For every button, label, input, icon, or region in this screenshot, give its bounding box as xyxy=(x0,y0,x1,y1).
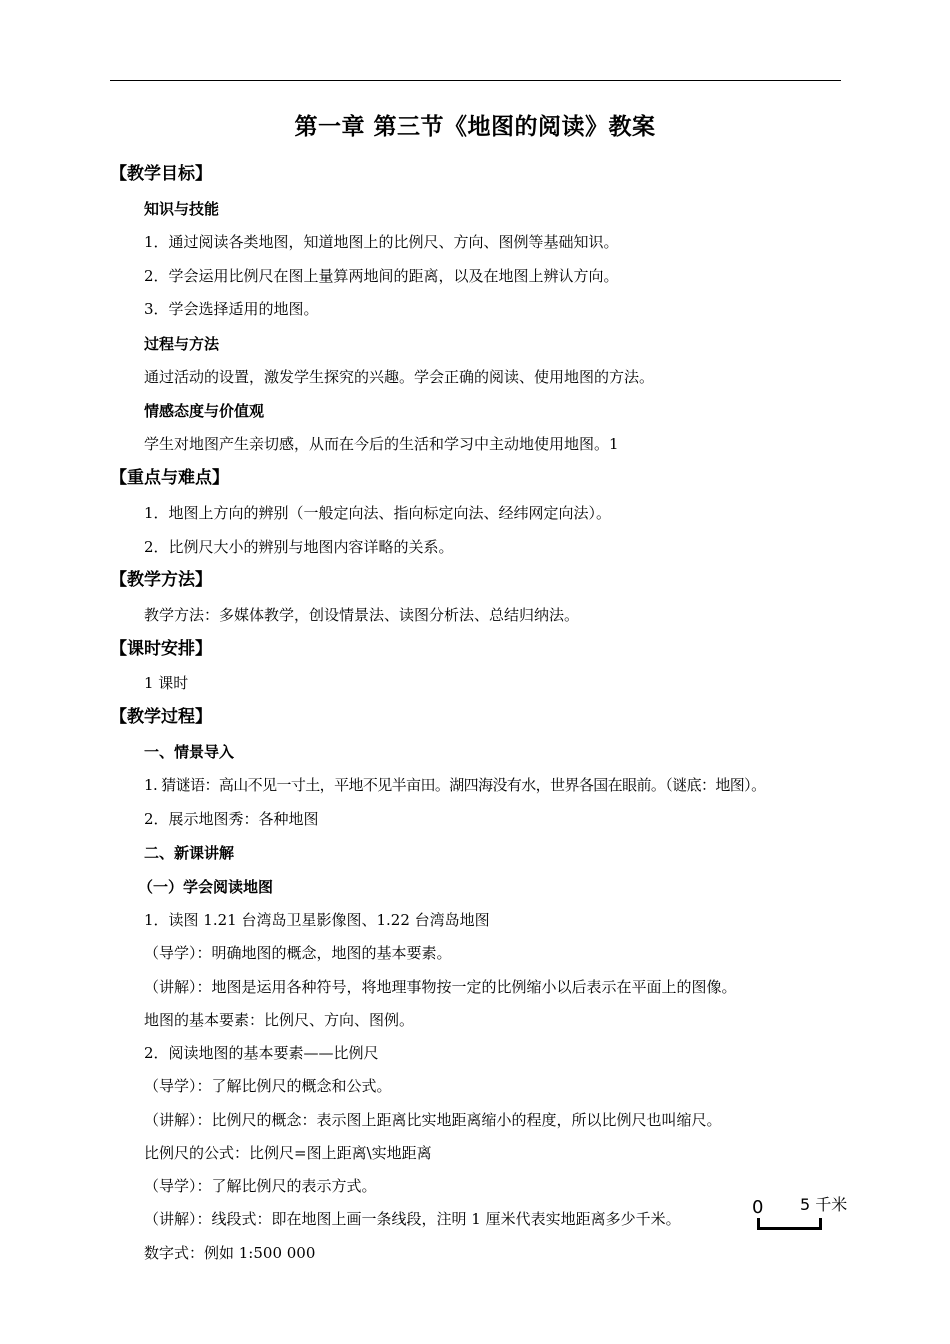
subheading-attitude: 情感态度与价值观 xyxy=(144,402,265,420)
heading-methods: 【教学方法】 xyxy=(110,570,212,590)
lesson-line: 1．读图 1.21 台湾岛卫星影像图、1.22 台湾岛地图 xyxy=(144,911,490,929)
heading-objectives: 【教学目标】 xyxy=(110,164,212,184)
subheading-knowledge: 知识与技能 xyxy=(144,200,220,218)
lesson-line: （讲解）：比例尺的概念：表示图上距离比实地距离缩小的程度，所以比例尺也叫缩尺。 xyxy=(144,1111,722,1129)
knowledge-item: 1．通过阅读各类地图，知道地图上的比例尺、方向、图例等基础知识。 xyxy=(144,233,619,251)
process-text: 通过活动的设置，激发学生探究的兴趣。学会正确的阅读、使用地图的方法。 xyxy=(144,368,655,386)
scale-bar-line xyxy=(757,1218,822,1230)
header-rule xyxy=(110,80,841,81)
lesson-line: （导学）：明确地图的概念，地图的基本要素。 xyxy=(144,944,452,962)
lesson-line: （讲解）：线段式：即在地图上画一条线段，注明 1 厘米代表实地距离多少千米。 xyxy=(144,1210,681,1228)
intro-item: 2．展示地图秀：各种地图 xyxy=(144,810,319,828)
page-title: 第一章 第三节《地图的阅读》教案 xyxy=(294,114,656,140)
lesson-line: 地图的基本要素：比例尺、方向、图例。 xyxy=(144,1011,415,1029)
lesson-line: 数字式：例如 1:500 000 xyxy=(144,1244,316,1262)
knowledge-item: 3．学会选择适用的地图。 xyxy=(144,300,319,318)
subheading-reading-maps: （一）学会阅读地图 xyxy=(138,878,274,896)
lesson-line: （讲解）：地图是运用各种符号，将地理事物按一定的比例缩小以后表示在平面上的图像。 xyxy=(144,978,737,996)
lesson-line: 2．阅读地图的基本要素——比例尺 xyxy=(144,1044,379,1062)
subheading-new-lesson: 二、新课讲解 xyxy=(144,844,235,862)
key-point-item: 1．地图上方向的辨别（一般定向法、指向标定向法、经纬网定向法）。 xyxy=(144,504,612,522)
lesson-line: （导学）：了解比例尺的表示方式。 xyxy=(144,1177,377,1195)
heading-schedule: 【课时安排】 xyxy=(110,639,212,659)
heading-procedure: 【教学过程】 xyxy=(110,707,212,727)
knowledge-item: 2．学会运用比例尺在图上量算两地间的距离，以及在地图上辨认方向。 xyxy=(144,267,619,285)
heading-key-points: 【重点与难点】 xyxy=(110,468,229,488)
key-point-item: 2．比例尺大小的辨别与地图内容详略的关系。 xyxy=(144,538,454,556)
scale-bar-figure xyxy=(752,1192,862,1240)
lesson-line: 比例尺的公式：比例尺=图上距离\实地距离 xyxy=(144,1144,432,1162)
methods-text: 教学方法：多媒体教学，创设情景法、读图分析法、总结归纳法。 xyxy=(144,606,580,624)
schedule-text: 1 课时 xyxy=(144,674,189,692)
lesson-line: （导学）：了解比例尺的概念和公式。 xyxy=(144,1077,392,1095)
scale-bar-start-label: 0 xyxy=(752,1197,764,1218)
subheading-process: 过程与方法 xyxy=(144,335,220,353)
attitude-text: 学生对地图产生亲切感，从而在今后的生活和学习中主动地使用地图。1 xyxy=(144,435,619,453)
intro-item: 1. 猜谜语：高山不见一寸土，平地不见半亩田。湖四海没有水，世界各国在眼前。（谜底：地图）。 xyxy=(144,776,766,794)
subheading-intro: 一、情景导入 xyxy=(144,743,235,761)
scale-bar-end-label: 5 千米 xyxy=(800,1195,848,1214)
